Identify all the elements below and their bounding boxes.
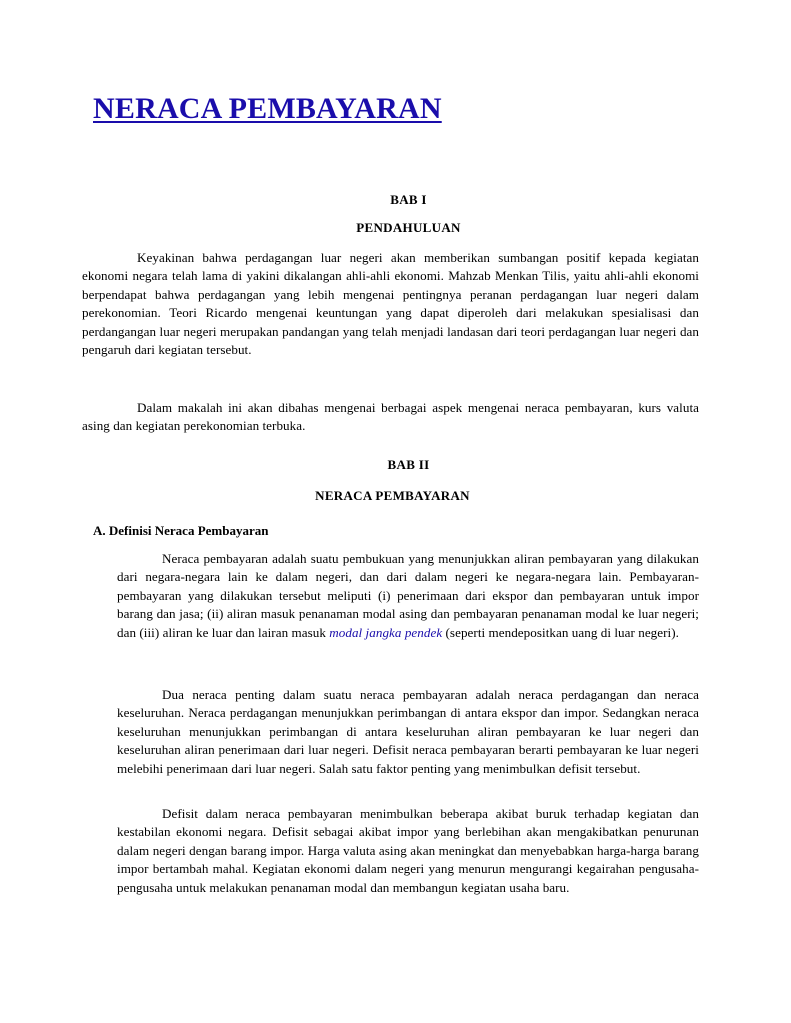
intro-paragraph-1: Keyakinan bahwa perdagangan luar negeri akan memberikan sumbangan positif kepada kegiatan ekonomi negara telah lama di yakini dikalangan ahli-ahli ekonomi. Mahzab Menkan Tilis, yaitu ahli-ahli ekonomi berpendapat bahwa perdagangan yang lebih mengenai pentingnya peranan perdagangan luar negeri dalam perekonomian. Teori Ricardo mengenai keuntungan yang dapat diperoleh dari melakukan spesialisasi dan perdangangan luar negeri merupakan pandangan yang telah menjadi landasan dari teori perdagangan luar negeri dan pengaruh dari kegiatan tersebut. bbox=[82, 250, 699, 358]
section-a-paragraph-3: Defisit dalam neraca pembayaran menimbulkan beberapa akibat buruk terhadap kegiatan dan kestabilan ekonomi negara. Defisit sebagai akibat impor yang berlebihan akan mengakibatkan penurunan dalam negeri dengan barang impor. Harga valuta asing akan meningkat dan menyebabkan harga-harga barang impor bertambah mahal. Kegiatan ekonomi dalam negeri yang menurun mengurangi kegairahan pengusaha-pengusaha untuk melakukan penanaman modal dan membangun kegiatan usaha baru. bbox=[117, 806, 699, 895]
chapter-1-label: BAB I bbox=[390, 192, 427, 207]
chapter-2-label: BAB II bbox=[387, 457, 430, 472]
chapter-2-heading: NERACA PEMBAYARAN bbox=[315, 488, 470, 503]
document-title[interactable]: NERACA PEMBAYARAN bbox=[93, 92, 442, 125]
chapter-1-heading: PENDAHULUAN bbox=[356, 220, 461, 235]
paragraph-text: Neraca pembayaran adalah suatu pembukuan yang menunjukkan aliran pembayaran yang dilakukan dari negara-negara lain ke dalam negeri, dan dari dalam negeri ke negara-negara lain. Pembayaran-pembayaran yang dilakukan tersebut meliputi (i) penerimaan dari ekspor dan pembayaran untuk impor barang dan jasa; (ii) aliran masuk penanaman modal asing dan pembayaran penanaman modal ke luar negeri; dan (iii) aliran ke luar dan lairan masuk bbox=[117, 551, 699, 640]
paragraph-text: (seperti mendepositkan uang di luar negeri). bbox=[442, 624, 679, 640]
section-a-paragraph-1 bbox=[117, 550, 699, 642]
section-a-paragraph-2: Dua neraca penting dalam suatu neraca pembayaran adalah neraca perdagangan dan neraca keseluruhan. Neraca perdagangan menunjukkan perimbangan di antara ekspor dan impor. Sedangkan neraca keseluruhan menunjukkan perimbangan di antara keseluruhan aliran pembayaran ke luar negeri dan keseluruhan aliran penerimaan dari luar negeri. Defisit neraca pembayaran berarti pembayaran ke luar negeri melebihi penerimaan dari luar negeri. Salah satu faktor penting yang menimbulkan defisit tersebut. bbox=[117, 687, 699, 776]
intro-paragraph-2: Dalam makalah ini akan dibahas mengenai berbagai aspek mengenai neraca pembayaran, kurs valuta asing dan kegiatan perekonomian terbuka. bbox=[82, 400, 699, 434]
section-a-heading: A. Definisi Neraca Pembayaran bbox=[93, 523, 269, 538]
modal-jangka-pendek-link[interactable]: modal jangka pendek bbox=[329, 624, 443, 640]
